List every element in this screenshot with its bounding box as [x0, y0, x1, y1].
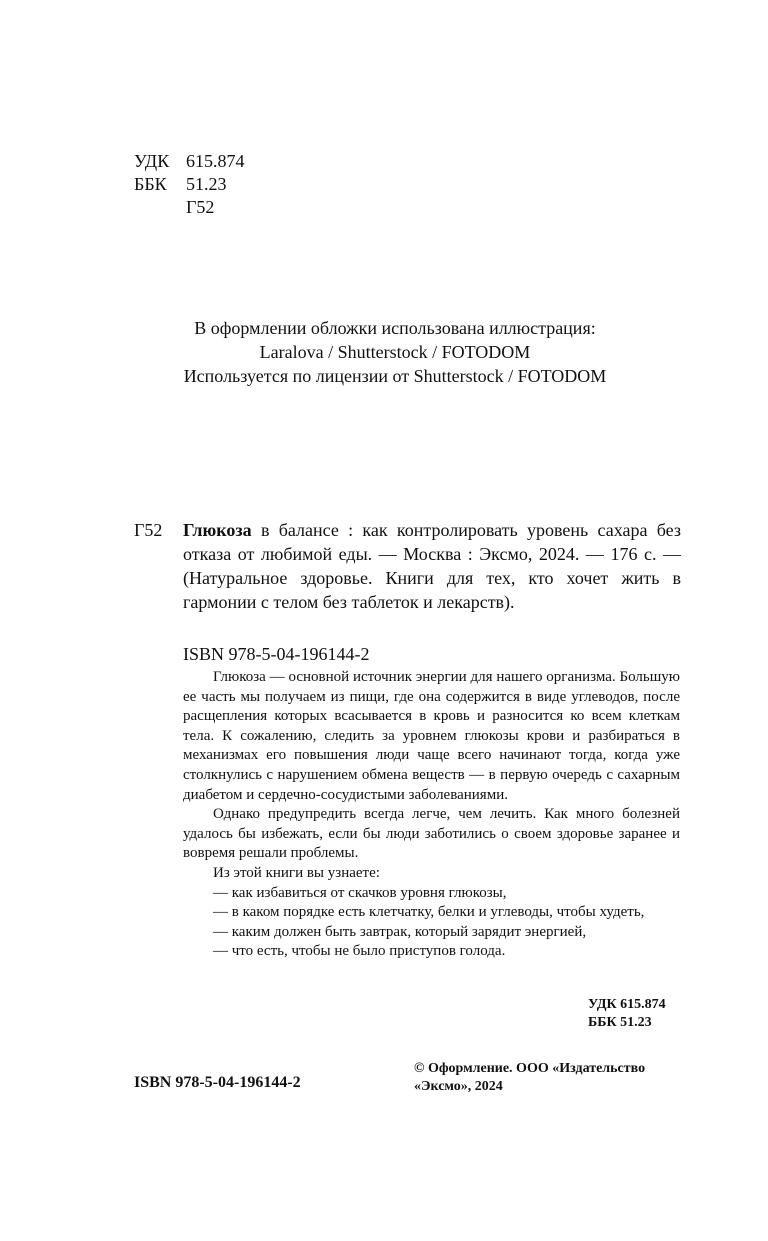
- annotation-paragraph-2: Однако предупредить всегда легче, чем лечить. Как много болезней удалось бы избежать, если бы люди заботились о своем здоровье заранее и вовремя решали проблемы.: [183, 806, 680, 862]
- classification-codes-right: [588, 996, 666, 1032]
- credits-line-1: В оформлении обложки использована иллюстрация:: [194, 318, 596, 338]
- bbk-label: ББК: [134, 174, 167, 194]
- annotation-item: — что есть, чтобы не было приступов голода.: [213, 943, 506, 960]
- udk-value: 615.874: [186, 151, 245, 171]
- udk-code: УДК 615.874: [588, 997, 666, 1012]
- isbn-bottom: ISBN 978-5-04-196144-2: [134, 1074, 301, 1091]
- bbk-value: 51.23: [186, 174, 227, 194]
- entry-code: Г52: [134, 520, 163, 540]
- annotation-intro: Из этой книги вы узнаете:: [213, 864, 380, 881]
- udk-label: УДК: [134, 151, 170, 171]
- annotation-item: — в каком порядке есть клетчатку, белки и углеводы, чтобы худеть,: [213, 904, 645, 921]
- copyright-notice: © Оформление. ООО «Издательство «Эксмо», 2024: [414, 1061, 646, 1094]
- entry-isbn: ISBN 978-5-04-196144-2: [183, 644, 370, 664]
- credits-line-2: Laralova / Shutterstock / FOTODOM: [259, 342, 531, 362]
- bibliographic-entry: [183, 518, 681, 614]
- author-mark: Г52: [186, 197, 215, 217]
- bbk-line: [134, 173, 227, 196]
- entry-description: в балансе : как контролировать уровень сахара без отказа от любимой еды. — Москва : Эксмо, 2024. — 176 с. — (Натуральное здоровье. Книги для тех, кто хочет жить в гармонии с телом без таблеток и лекарств).: [183, 520, 681, 612]
- annotation-item: — каким должен быть завтрак, который зарядит энергией,: [213, 923, 587, 940]
- udk-line: [134, 150, 245, 173]
- annotation: [183, 668, 680, 962]
- entry-title: Глюкоза: [183, 520, 252, 540]
- annotation-paragraph-1: Глюкоза — основной источник энергии для нашего организма. Большую ее часть мы получаем из пищи, где она содержится в виде углеводов, после расщепления которых всасывается в кровь и разносится ко всем клеткам тела. К сожалению, следить за уровнем глюкозы крови и разбираться в механизмах его повышения люди чаще всего начинают тогда, когда уже столкнулись с нарушением обмена веществ — в первую очередь с сахарным диабетом и сердечно-сосудистыми заболеваниями.: [183, 669, 680, 803]
- bbk-code: ББК 51.23: [588, 1015, 652, 1030]
- annotation-item: — как избавиться от скачков уровня глюкозы,: [213, 884, 507, 901]
- cover-credits: [0, 316, 768, 388]
- credits-line-3: Используется по лицензии от Shutterstock / FOTODOM: [183, 366, 607, 386]
